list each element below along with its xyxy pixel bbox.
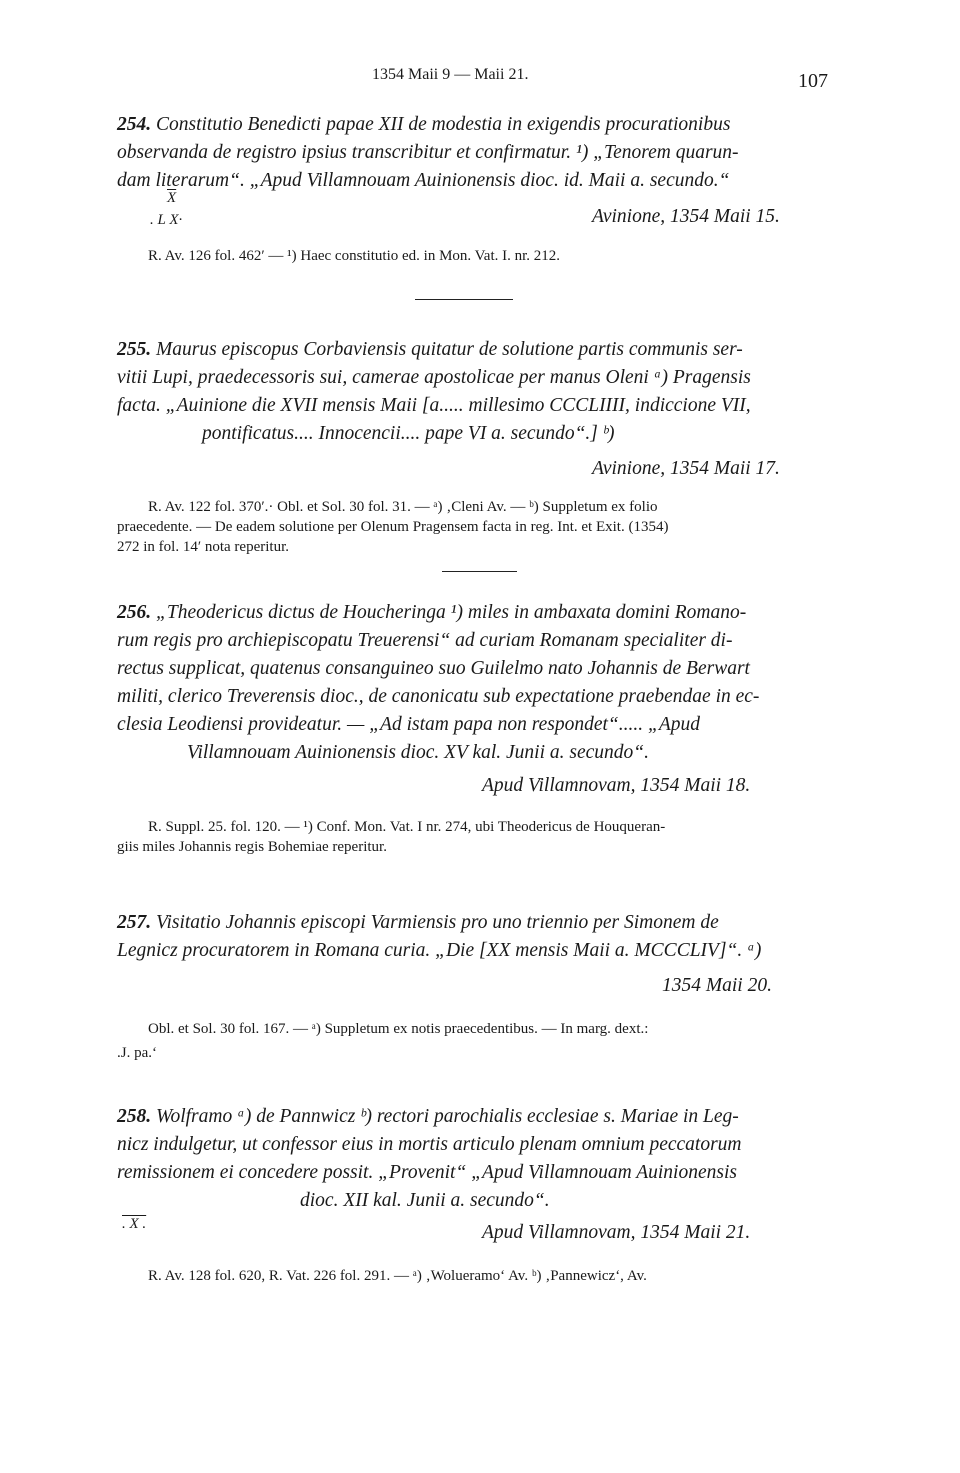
sigil-mark: . L X· bbox=[150, 212, 183, 228]
entry-number: 256. bbox=[117, 602, 152, 623]
footnote-line: giis miles Johannis regis Bohemiae reperitur. bbox=[117, 839, 387, 855]
entry-line: Villamnouam Auinionensis dioc. XV kal. Junii a. secundo“. bbox=[187, 742, 650, 763]
sigil-mark: $\overline{X}$ bbox=[167, 190, 177, 206]
footnote-line: praecedente. — De eadem solutione per Olenum Pragensem facta in reg. Int. et Exit. (1354) bbox=[117, 519, 669, 535]
entry-line: 256. „Theodericus dictus de Houcheringa ¹) miles in ambaxata domini Romano- bbox=[117, 602, 747, 623]
entry-line: observanda de registro ipsius transcribitur et confirmatur. ¹) „Tenorem quarun- bbox=[117, 142, 739, 163]
entry-number: 255. bbox=[117, 339, 152, 360]
section-divider bbox=[442, 571, 517, 572]
entry-line: dam literarum“. „Apud Villamnouam Auinionensis dioc. id. Maii a. secundo.“ bbox=[117, 170, 730, 191]
footnote-line: Obl. et Sol. 30 fol. 167. — ᵃ) Suppletum ex notis praecedentibus. — In marg. dext.: bbox=[148, 1021, 649, 1037]
entry-date: Avinione, 1354 Maii 15. bbox=[592, 206, 780, 227]
footnote-line: 272 in fol. 14′ nota reperitur. bbox=[117, 539, 289, 555]
entry-line: 254. Constitutio Benedicti papae XII de modestia in exigendis procurationibus bbox=[117, 114, 731, 135]
entry-date: Apud Villamnovam, 1354 Maii 18. bbox=[482, 775, 751, 796]
entry-date: Apud Villamnovam, 1354 Maii 21. bbox=[482, 1222, 751, 1243]
footnote-line: R. Av. 128 fol. 620, R. Vat. 226 fol. 291. — ᵃ) ‚Wolueramo‘ Av. ᵇ) ‚Pannewicz‘, Av. bbox=[148, 1268, 647, 1284]
entry-line: remissionem ei concedere possit. „Provenit“ „Apud Villamnouam Auinionensis bbox=[117, 1162, 737, 1183]
entry-date: Avinione, 1354 Maii 17. bbox=[592, 458, 780, 479]
entry-line: Legnicz procuratorem in Romana curia. „Die [XX mensis Maii a. MCCCLIV]“. ᵃ) bbox=[117, 940, 762, 961]
entry-line: dioc. XII kal. Junii a. secundo“. bbox=[300, 1190, 550, 1211]
entry-line: nicz indulgetur, ut confessor eius in mortis articulo plenam omnium peccatorum bbox=[117, 1134, 742, 1155]
entry-line: militi, clerico Treverensis dioc., de canonicatu sub expectatione praebendae in ec- bbox=[117, 686, 760, 707]
footnote-line: R. Av. 122 fol. 370′.· Obl. et Sol. 30 fol. 31. — ᵃ) ‚Cleni Av. — ᵇ) Suppletum ex folio bbox=[148, 499, 658, 515]
entry-line: vitii Lupi, praedecessoris sui, camerae apostolicae per manus Oleni ᵃ) Pragensis bbox=[117, 367, 751, 388]
footnote-line: R. Av. 126 fol. 462′ — ¹) Haec constitutio ed. in Mon. Vat. I. nr. 212. bbox=[148, 248, 561, 264]
entry-line: rum regis pro archiepiscopatu Treuerensi“ ad curiam Romanam specialiter di- bbox=[117, 630, 733, 651]
entry-line: rectus supplicat, quatenus consanguineo suo Guilelmo nato Johannis de Berwart bbox=[117, 658, 750, 679]
entry-line: facta. „Auinione die XVII mensis Maii [a..... millesimo CCCLIIII, indiccione VII, bbox=[117, 395, 751, 416]
running-title: 1354 Maii 9 — Maii 21. bbox=[372, 66, 529, 83]
entry-line: clesia Leodiensi provideatur. — „Ad istam papa non respondet“..... „Apud bbox=[117, 714, 701, 735]
entry-line: pontificatus.... Innocencii.... pape VI a. secundo“.] ᵇ) bbox=[202, 423, 615, 444]
footnote-line: R. Suppl. 25. fol. 120. — ¹) Conf. Mon. Vat. I nr. 274, ubi Theodericus de Houqueran- bbox=[148, 819, 666, 835]
section-divider bbox=[415, 299, 513, 300]
entry-line: 255. Maurus episcopus Corbaviensis quitatur de solutione partis communis ser- bbox=[117, 339, 743, 360]
entry-number: 257. bbox=[117, 912, 152, 933]
footnote-line: .J. pa.‘ bbox=[117, 1045, 157, 1061]
entry-number: 254. bbox=[117, 114, 152, 135]
page-number: 107 bbox=[798, 70, 828, 92]
entry-line: 257. Visitatio Johannis episcopi Varmiensis pro uno triennio per Simonem de bbox=[117, 912, 719, 933]
entry-number: 258. bbox=[117, 1106, 152, 1127]
entry-date: 1354 Maii 20. bbox=[662, 975, 772, 996]
entry-line: 258. Wolframo ᵃ) de Pannwicz ᵇ) rectori parochialis ecclesiae s. Mariae in Leg- bbox=[117, 1106, 739, 1127]
sigil-mark: . X . bbox=[122, 1216, 147, 1232]
